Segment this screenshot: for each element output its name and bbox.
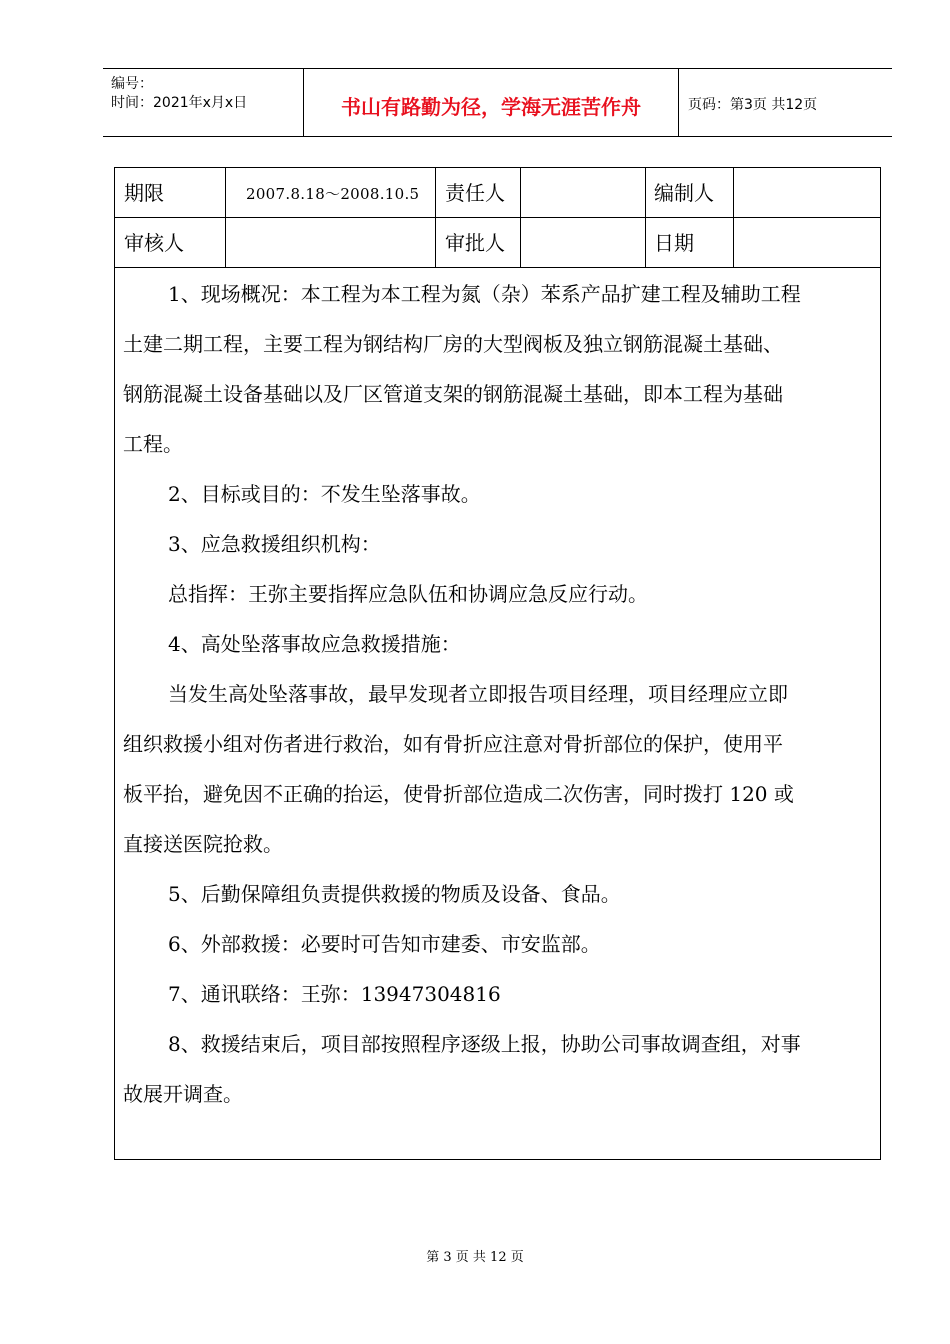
header-page-number: 页码：第3页 共12页 — [688, 97, 818, 113]
paragraph-logistics: 5、后勤保障组负责提供救援的物质及设备、食品。 — [168, 882, 621, 906]
page-footer: 第 3 页 共 12 页 — [426, 1250, 524, 1265]
header-number: 编号： — [111, 76, 153, 92]
paragraph-measures-title: 4、高处坠落事故应急救援措施： — [168, 632, 461, 656]
paragraph-line: 故展开调查。 — [123, 1082, 243, 1106]
compiler-label: 编制人 — [654, 181, 714, 205]
col-divider — [225, 168, 226, 268]
paragraph-commander: 总指挥：王弥主要指挥应急队伍和协调应急反应行动。 — [168, 582, 648, 606]
plan-body — [123, 269, 874, 1119]
paragraph-contact: 7、通讯联络：王弥：13947304816 — [168, 982, 501, 1006]
row-divider — [115, 217, 880, 218]
col-divider — [435, 168, 436, 268]
responsible-label: 责任人 — [445, 181, 505, 205]
col-divider — [645, 168, 646, 268]
col-divider — [520, 168, 521, 268]
paragraph-organization: 3、应急救援组织机构： — [168, 532, 381, 556]
row-divider — [115, 267, 880, 268]
paragraph-line: 板平抬，避免因不正确的抬运，使骨折部位造成二次伤害，同时拨打 120 或 — [123, 782, 794, 806]
paragraph-external-rescue: 6、外部救援：必要时可告知市建委、市安监部。 — [168, 932, 601, 956]
paragraph-line: 钢筋混凝土设备基础以及厂区管道支架的钢筋混凝土基础，即本工程为基础 — [123, 382, 783, 406]
paragraph-line: 8、救援结束后，项目部按照程序逐级上报，协助公司事故调查组，对事 — [168, 1032, 801, 1056]
header-motto: 书山有路勤为径，学海无涯苦作舟 — [341, 95, 641, 119]
paragraph-line: 组织救援小组对伤者进行救治，如有骨折应注意对骨折部位的保护，使用平 — [123, 732, 783, 756]
period-label: 期限 — [124, 181, 164, 205]
paragraph-line: 土建二期工程，主要工程为钢结构厂房的大型阀板及独立钢筋混凝土基础、 — [123, 332, 783, 356]
header-page-cell — [678, 69, 892, 136]
paragraph-line: 工程。 — [123, 432, 183, 456]
paragraph-line: 直接送医院抢救。 — [123, 832, 283, 856]
paragraph-line: 1、现场概况：本工程为本工程为氮（杂）苯系产品扩建工程及辅助工程 — [168, 282, 801, 306]
page-header — [103, 68, 892, 137]
plan-table — [114, 167, 881, 1160]
date-label: 日期 — [654, 231, 694, 255]
paragraph-goal: 2、目标或目的：不发生坠落事故。 — [168, 482, 481, 506]
header-time: 时间：2021年x月x日 — [111, 95, 248, 111]
header-motto-cell — [303, 69, 679, 136]
paragraph-line: 当发生高处坠落事故，最早发现者立即报告项目经理，项目经理应立即 — [168, 682, 788, 706]
approver-label: 审批人 — [445, 231, 505, 255]
period-value: 2007.8.18～2008.10.5 — [246, 185, 420, 203]
col-divider — [733, 168, 734, 268]
reviewer-label: 审核人 — [124, 231, 184, 255]
header-meta — [103, 69, 303, 136]
